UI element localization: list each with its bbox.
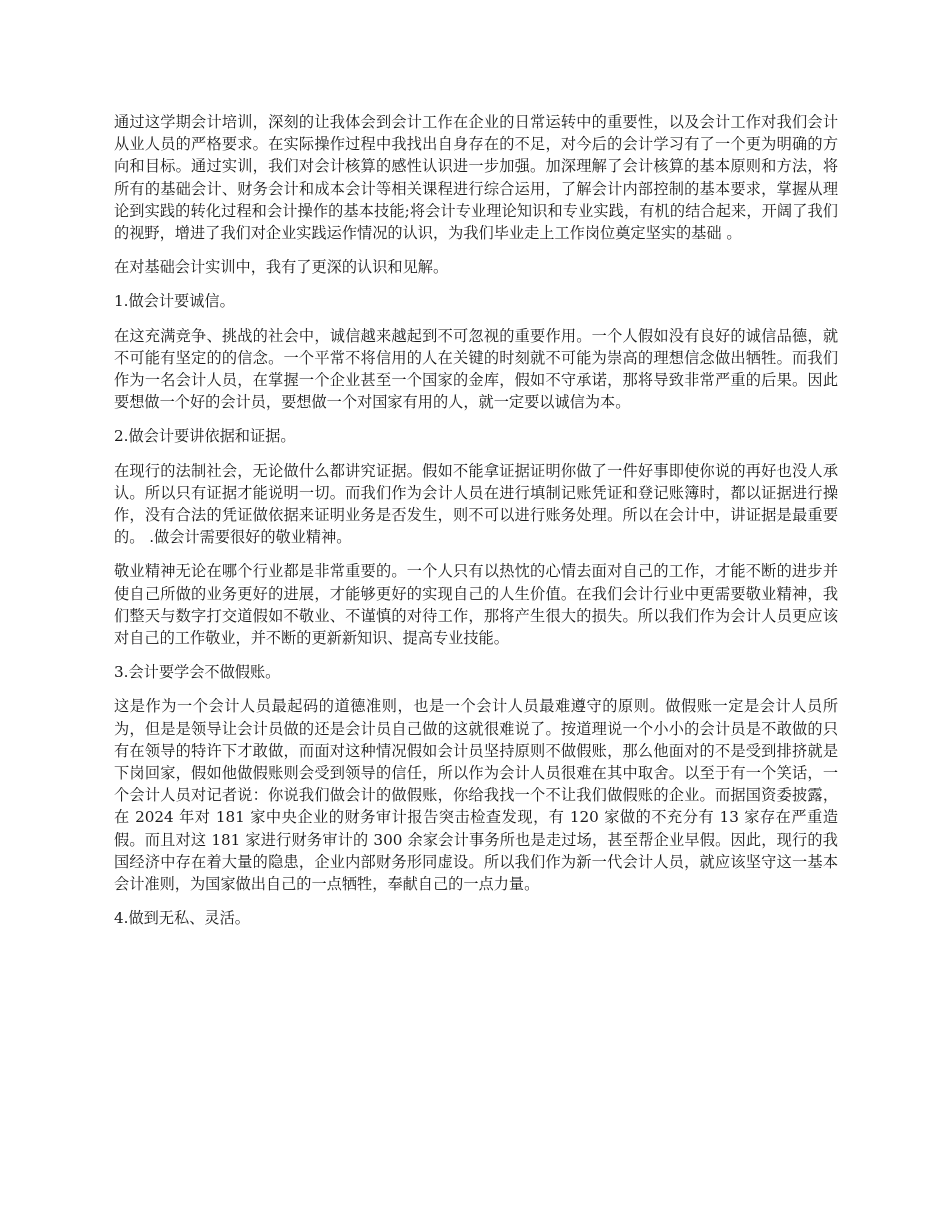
lead-in-paragraph: 在对基础会计实训中，我有了更深的认识和见解。	[114, 258, 449, 277]
section-heading-2: 2.做会计要讲依据和证据。	[114, 427, 296, 446]
dedication-paragraph: 敬业精神无论在哪个行业都是非常重要的。一个人只有以热忱的心情去面对自己的工作，才能不断的进步并使自己所做的业务更好的进展，才能够更好的实现自己的人生价值。在我们会计行业中更需要敬业精神，我们整天与数字打交道假如不敬业、不谨慎的对待工作，那将产生很大的损失。所以我们作为会计人员更应该对自己的工作敬业，并不断的更新新知识、提高专业技能。	[114, 562, 838, 648]
section-1-paragraph: 在这充满竞争、挑战的社会中，诚信越来越起到不可忽视的重要作用。一个人假如没有良好的诚信品德，就不可能有坚定的的信念。一个平常不将信用的人在关键的时刻就不可能为崇高的理想信念做出牺牲。而我们作为一名会计人员，在掌握一个企业甚至一个国家的金库，假如不守承诺，那将导致非常严重的后果。因此要想做一个好的会计员，要想做一个对国家有用的人，就一定要以诚信为本。	[114, 326, 838, 412]
section-heading-4: 4.做到无私、灵活。	[114, 909, 250, 928]
section-heading-1: 1.做会计要诚信。	[114, 292, 235, 311]
section-heading-3: 3.会计要学会不做假账。	[114, 663, 281, 682]
section-2-paragraph: 在现行的法制社会，无论做什么都讲究证据。假如不能拿证据证明你做了一件好事即使你说的再好也没人承认。所以只有证据才能说明一切。而我们作为会计人员在进行填制记账凭证和登记账簿时，都以证据进行操作，没有合法的凭证做依据来证明业务是否发生，则不可以进行账务处理。所以在会计中，讲证据是最重要的。 .做会计需要很好的敬业精神。	[114, 461, 838, 547]
intro-paragraph: 通过这学期会计培训，深刻的让我体会到会计工作在企业的日常运转中的重要性，以及会计工作对我们会计从业人员的严格要求。在实际操作过程中我找出自身存在的不足，对今后的会计学习有了一个更为明确的方向和目标。通过实训，我们对会计核算的感性认识进一步加强。加深理解了会计核算的基本原则和方法，将所有的基础会计、财务会计和成本会计等相关课程进行综合运用，了解会计内部控制的基本要求，掌握从理论到实践的转化过程和会计操作的基本技能;将会计专业理论知识和专业实践，有机的结合起来，开阔了我们的视野，增进了我们对企业实践运作情况的认识，为我们毕业走上工作岗位奠定坚实的基础 。	[114, 113, 838, 243]
document-page	[114, 111, 838, 942]
section-3-paragraph: 这是作为一个会计人员最起码的道德准则，也是一个会计人员最难遵守的原则。做假账一定是会计人员所为，但是是领导让会计员做的还是会计员自己做的这就很难说了。按道理说一个小小的会计员是不敢做的只有在领导的特许下才敢做，而面对这种情况假如会计员坚持原则不做假账，那么他面对的不是受到排挤就是下岗回家，假如他做假账则会受到领导的信任，所以作为会计人员很难在其中取舍。以至于有一个笑话，一个会计人员对记者说：你说我们做会计的做假账，你给我找一个不让我们做假账的企业。而据国资委披露，在 2024 年对 181 家中央企业的财务审计报告突击检查发现，有 120 家做的不充分有 13 家存在严重造假。而且对这 181 家进行财务审计的 300 余家会计事务所也是走过场，甚至帮企业早假。因此，现行的我国经济中存在着大量的隐患，企业内部财务形同虚设。所以我们作为新一代会计人员，就应该坚守这一基本会计准则，为国家做出自己的一点牺牲，奉献自己的一点力量。	[114, 697, 838, 894]
